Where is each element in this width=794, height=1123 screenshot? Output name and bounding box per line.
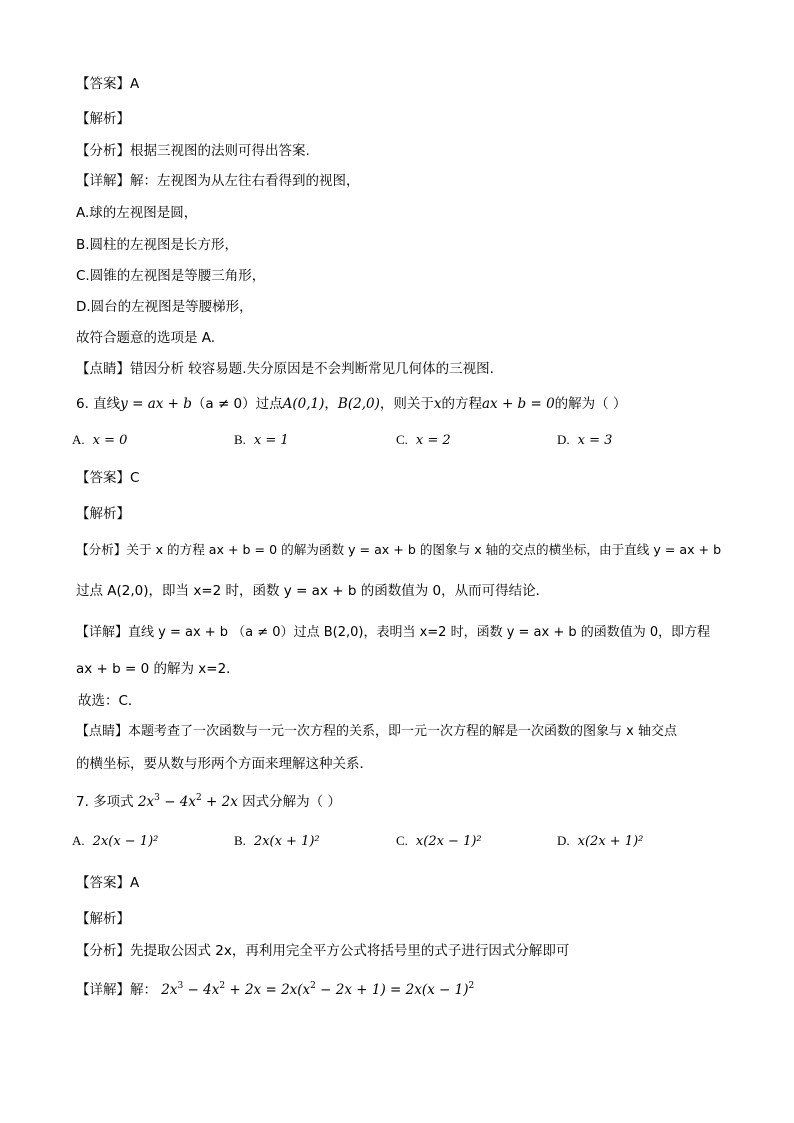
option-label: A. <box>72 833 85 848</box>
q7-end: 因式分解为（ ） <box>242 794 341 810</box>
option-label: D. <box>557 432 570 447</box>
option-label: C. <box>396 833 408 848</box>
question-7-stem <box>76 789 341 811</box>
q6-sep: ， <box>324 396 338 412</box>
q7-option-d <box>557 833 643 849</box>
analysis-text: 【分析】先提取公因式 2x，再利用完全平方公式将括号里的式子进行因式分解即可 <box>76 943 570 959</box>
detail-text <box>76 977 474 999</box>
q6-eq-prefix: 的方程 <box>441 396 482 412</box>
option-value: x(2x + 1)² <box>577 834 644 849</box>
q7-polynomial: $2x^3 - 4x^2 + 2x$ <box>137 793 238 810</box>
q6-option-a <box>72 432 127 448</box>
conclusion-text: 故符合题意的选项是 A. <box>76 330 216 346</box>
option-value: x = 3 <box>577 433 613 448</box>
option-value: x = 2 <box>415 433 451 448</box>
q6-var-x: x <box>433 396 442 412</box>
q6-option-b <box>234 432 289 448</box>
q6-cond: （a ≠ 0）过点 <box>191 396 283 412</box>
option-value: x = 0 <box>92 433 128 448</box>
q6-prefix: 6. 直线 <box>76 396 121 412</box>
detail-text: ax + b = 0 的解为 x=2． <box>76 661 240 677</box>
analysis-text: 【分析】根据三视图的法则可得出答案. <box>76 143 310 159</box>
q6-option-d <box>557 432 612 448</box>
remark-text: 的横坐标，要从数与形两个方面来理解这种关系． <box>76 756 373 772</box>
q6-end: 的解为（ ） <box>554 396 627 412</box>
list-item: C.圆锥的左视图是等腰三角形， <box>76 268 266 284</box>
option-value: 2x(x − 1)² <box>92 834 159 849</box>
list-item: A.球的左视图是圆， <box>76 205 198 221</box>
answer-label: 【答案】A <box>76 875 140 891</box>
option-label: A. <box>72 432 85 447</box>
option-label: C. <box>396 432 408 447</box>
detail-text: 【详解】解：左视图为从左往右看得到的视图， <box>76 173 360 189</box>
analysis-heading: 【解析】 <box>76 111 130 127</box>
q7-option-c <box>396 833 482 849</box>
answer-label: 【答案】A <box>76 76 140 92</box>
answer-label: 【答案】C <box>76 470 140 486</box>
list-item: B.圆柱的左视图是长方形， <box>76 237 239 253</box>
question-6-stem <box>76 395 626 413</box>
option-label: B. <box>234 432 246 447</box>
option-label: B. <box>234 833 246 848</box>
option-value: x(2x − 1)² <box>415 834 482 849</box>
q7-prefix: 7. 多项式 <box>76 794 134 810</box>
detail-text: 【详解】直线 y = ax + b （a ≠ 0）过点 B(2,0)，表明当 x=2 时，函数 y = ax + b 的函数值为 0，即方程 <box>76 625 711 640</box>
q7-option-a <box>72 833 158 849</box>
option-value: x = 1 <box>253 433 289 448</box>
detail-prefix: 【详解】解： <box>76 982 157 998</box>
q6-point-b: B(2,0) <box>337 396 380 412</box>
analysis-text: 【分析】关于 x 的方程 ax + b = 0 的解为函数 y = ax + b 的图象与 x 轴的交点的横坐标，由于直线 y = ax + b <box>76 542 722 557</box>
q6-line-eq: y = ax + b <box>120 396 192 412</box>
q7-option-b <box>234 833 320 849</box>
q6-mid: ，则关于 <box>379 396 434 412</box>
analysis-heading: 【解析】 <box>76 506 130 522</box>
remark-text: 【点睛】本题考查了一次函数与一元一次方程的关系，即一元一次方程的解是一次函数的图象与 x 轴交点 <box>76 724 677 739</box>
option-label: D. <box>557 833 570 848</box>
factorization-steps: $2x^3 - 4x^2 + 2x = 2x(x^2 - 2x + 1) = 2x(x - 1)^2$ <box>161 981 475 998</box>
q6-option-c <box>396 432 451 448</box>
q6-point-a: A(0,1) <box>282 396 325 412</box>
option-value: 2x(x + 1)² <box>253 834 320 849</box>
analysis-text: 过点 A(2,0)，即当 x=2 时，函数 y = ax + b 的函数值为 0，从而可得结论． <box>76 583 550 599</box>
choice-text: 故选：C． <box>78 693 142 709</box>
remark-text: 【点睛】错因分析 较容易题.失分原因是不会判断常见几何体的三视图. <box>76 361 494 377</box>
analysis-heading: 【解析】 <box>76 911 130 927</box>
q6-equation: ax + b = 0 <box>481 396 555 412</box>
list-item: D.圆台的左视图是等腰梯形， <box>76 299 253 315</box>
